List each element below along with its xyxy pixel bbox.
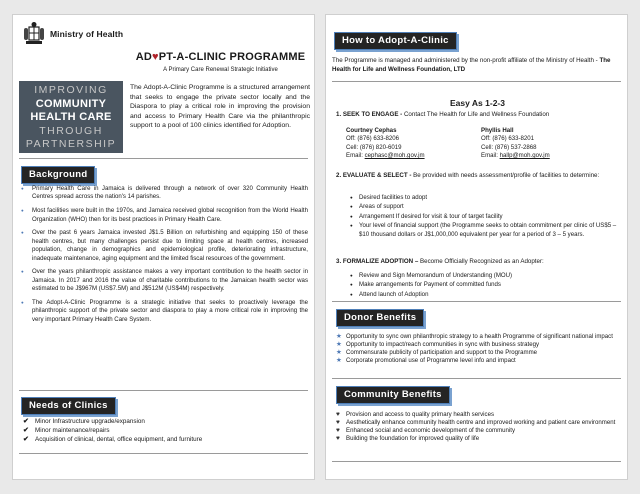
list-item: ● Areas of support [350,203,620,211]
promo-line: IMPROVING [34,84,108,96]
step-title: 3. FORMALIZE ADOPTION – [336,258,420,265]
ministry-name: Ministry of Health [50,29,124,39]
contact-name: Phyllis Hall [481,127,514,134]
list-item [336,349,621,357]
contact-cell: Cell: (876) 537-2868 [481,143,537,151]
promo-line: HEALTH CARE [30,111,112,123]
list-item: ● Over the past 6 years Jamaica invested J$1.5 Billion on refurbishing and equipping 150 of these health centres, but many challenges persist due to limiting space at health centres, increased population, change in demographics and epidemiological profile, deteriorating infrastructure, inadequate maintenance, aging equipment and the limited fiscal resources of the government. [21,229,308,263]
list-item-text: Provision and access to quality primary health services [346,411,495,418]
list-item-text: Corporate promotional use of Programme level info and impact [346,357,516,365]
heart-icon: ♥ [336,411,340,418]
list-item-text: Building the foundation for improved quality of life [346,435,480,443]
step-title: 2. EVALUATE & SELECT - [336,172,414,179]
heart-icon: ♥ [336,419,340,427]
step-1 [336,111,623,120]
list-item: ● Over the years philanthropic assistance makes a very important contribution to the health sector in Jamaica. In 2017 and 2016 the value of charitable contributions to the Jamaican health sector was estimated to be J$967M (US$7.5M) and J$512M (US$4M) respectively. [21,268,308,293]
checkmark-icon: ✔ [23,435,29,443]
community-benefits-heading: Community Benefits [336,386,450,404]
donor-benefits-list [336,333,621,365]
step-2-list [350,194,620,240]
step-text: Be provided with needs assessment/profile of facilities to determine: [413,172,600,179]
contact-name: Courtney Cephas [346,127,397,134]
contact-card [346,127,481,161]
list-item-text: Enhanced social and economic development of the community [346,427,516,435]
star-icon: ★ [336,341,342,349]
divider [19,158,308,159]
title-part: PT-A-CLINIC PROGRAMME [158,51,306,63]
list-item-text: Minor maintenance/repairs [35,426,110,434]
list-item: ● Review and Sign Memorandum of Understanding (MOU) [350,272,620,280]
heart-icon: ♥ [336,427,340,435]
list-item-text: Minor Infrastructure upgrade/expansion [35,418,145,425]
list-item [336,341,621,349]
list-item: ● Attend launch of Adoption [350,291,620,299]
star-icon: ★ [336,357,342,365]
programme-title [133,51,308,63]
list-item-text: Aesthetically enhance community health centre and improved working and patient care environment [346,419,616,427]
heart-icon: ♥ [151,51,159,63]
list-item: ● Desired facilities to adopt [350,194,620,202]
title-part: AD [135,51,152,63]
email-label: Email: [346,152,365,160]
how-intro [332,57,623,74]
right-page [325,14,628,480]
community-benefits-list [336,411,621,443]
intro-paragraph: The Adopt-A-Clinic Programme is a structured arrangement that seeks to engage the private sector locally and the Diaspora to play a critical role in improving the provision and access to Primary Health Care via the philanthropic support to a pool of 100 clinics identified for Adoption. [130,84,310,129]
list-item [336,333,621,341]
list-item: ● Your level of financial support (the Programme seeks to obtain commitment per clinic of US$5 – $10 thousand dollars or J$1,000,000 equivalent per year for a period of 3 – 5 years. [350,222,620,239]
list-item [336,419,621,427]
how-to-heading: How to Adopt-A-Clinic [334,32,457,50]
heart-icon: ♥ [336,435,340,443]
divider [332,81,621,82]
list-item-text: Opportunity to impact/reach communities in sync with business strategy [346,341,540,349]
easy-heading: Easy As 1-2-3 [450,98,505,108]
background-list [21,185,308,330]
contact-card [481,127,616,161]
promo-line: THROUGH [39,124,103,137]
donor-benefits-heading: Donor Benefits [336,309,424,327]
email-link[interactable]: cephasc@moh.gov.jm [364,152,425,160]
email-link[interactable]: hallp@moh.gov.jm [499,152,550,160]
divider [19,390,308,391]
list-item-text: Commensurate publicity of participation and support to the Programme [346,349,538,357]
promo-line: COMMUNITY [35,97,107,110]
step-text: Contact The Health for Life and Wellness Foundation [403,111,550,118]
divider [19,453,308,454]
list-item: ● Primary Health Care in Jamaica is delivered through a network of over 320 Community Health Centres spread across the nation's 14 parishes. [21,185,308,202]
list-item: ● Arrangement If desired for visit & tour of target facility [350,213,620,221]
list-item: ● The Adopt-A-Clinic Programme is a strategic initiative that seeks to proactively leverage the philanthropic support of the private sector and diaspora to play a more critical role in improving the very important Primary Health Care System. [21,299,308,324]
star-icon: ★ [336,333,342,340]
how-intro-text: The Programme is managed and administered by the non-profit affiliate of the Ministry of Health - [332,57,600,64]
needs-heading: Needs of Clinics [21,397,116,415]
list-item [23,418,202,427]
list-item-text: Opportunity to sync own philanthropic strategy to a health Programme of significant national impact [346,333,613,340]
list-item [336,357,621,365]
checkmark-icon: ✔ [23,418,29,425]
list-item: ● Most facilities were built in the 1970s, and Jamaica received global recognition from the World Health Organization (WHO) then for its best practices in Primary Health Care. [21,207,308,224]
list-item [23,427,202,436]
list-item [23,436,202,445]
contact-email [346,152,481,160]
checkmark-icon: ✔ [23,426,29,434]
star-icon: ★ [336,349,342,357]
step-3-list [350,272,620,300]
promo-banner [19,81,123,153]
programme-subtitle: A Primary Care Renewal Strategic Initiative [163,67,278,73]
needs-list [23,418,202,444]
contacts [346,127,621,161]
ministry-header [23,21,123,47]
coat-of-arms-icon [23,21,45,47]
divider [332,378,621,379]
step-3 [336,258,623,267]
step-text: Become Officially Recognized as an Adopter: [420,258,544,265]
step-2 [336,172,623,181]
list-item-text: Acquisition of clinical, dental, office equipment, and furniture [35,435,203,443]
list-item [336,435,621,443]
divider [332,461,621,462]
contact-cell: Cell: (876) 820-6019 [346,143,402,151]
list-item [336,427,621,435]
background-heading: Background [21,166,95,184]
promo-line: PARTNERSHIP [25,138,117,150]
contact-office: Off: (876) 633-8201 [481,135,535,143]
list-item: ● Make arrangements for Payment of committed funds [350,281,620,289]
list-item [336,411,621,419]
step-title: 1. SEEK TO ENGAGE - [336,111,404,118]
contact-email [481,152,616,160]
left-page [12,14,315,480]
foundation-name: The Health for Life and Wellness Foundation, LTD [332,57,611,73]
email-label: Email: [481,152,500,160]
contact-office: Off: (876) 633-8206 [346,135,400,143]
divider [332,301,621,302]
